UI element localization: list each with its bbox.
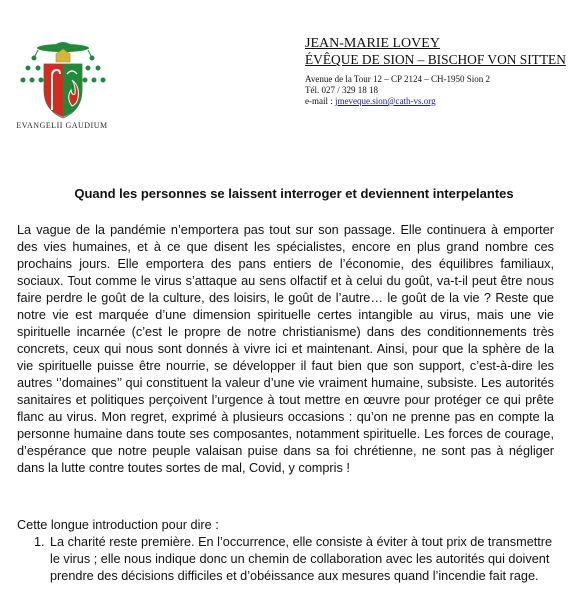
body-paragraph xyxy=(17,222,554,477)
address-line: Avenue de la Tour 12 – CP 2124 – CH-1950 Sion 2 xyxy=(305,74,490,84)
phone-line: Tél. 027 / 329 18 18 xyxy=(305,85,378,95)
list-item-text: La charité reste première. En l’occurrence, elle consiste à éviter à tout prix de transmettre le virus ; elle nous indique donc un chemin de collaboration avec les autorités qui doivent prendre des décisions difficiles et d’obéissance aux mesures quand l’incendie fait rage. xyxy=(50,535,553,583)
letterhead xyxy=(305,36,580,107)
crest-motto: EVANGELII GAUDIUM xyxy=(16,121,108,130)
episcopal-coat-of-arms xyxy=(14,24,112,132)
list-item xyxy=(17,534,557,585)
email-link[interactable]: jmeveque.sion@cath-vs.org xyxy=(335,96,436,106)
paragraph-text: La vague de la pandémie n’emportera pas tout sur son passage. Elle continuera à emporter des vies humaines, et à ce que disent les spécialistes, encore en plus grand nombre ces prochains jours. Elle emportera des pans entiers de l’économie, des équilibres familiaux, sociaux. Tout comme le virus s’attaque au sens olfactif et à celui du goût, va-t-il peut être nous faire perdre le goût de la culture, des loisirs, le goût de l’autre… le goût de la vie ? Reste que notre vie est marquée d’une dimension spirituelle certes intangible au virus, mais une vie spirituelle incarnée (c’est le propre de notre christianisme) dans des conditionnements très concrets, ceux qui nous sont donnés à vivre ici et maintenant. Ainsi, pour que la sphère de la vie spirituelle puisse être nourrie, se développer il faut bien que son support, c’est-à-dire les autres ‘’domaines’’ qui constituent la valeur d’une vie vraiment humaine, subsiste. Les autorités sanitaires et politiques perçoivent l’urgence à tout mettre en œuvre pour protéger ce qui prête flanc au virus. Mon regret, exprimé à plusieurs occasions : qu’on ne prenne pas en compte la personne humaine dans toute ses composantes, notamment spirituelle. Les forces de courage, d’espérance que notre peuple valaisan puise dans sa foi chrétienne, ne sont pas à négliger dans la lutte contre toutes sortes de mal, Covid, y compris ! xyxy=(17,223,554,475)
numbered-list xyxy=(17,534,557,585)
email-line xyxy=(305,96,580,107)
document-title: Quand les personnes se laissent interroger et deviennent interpelantes xyxy=(74,186,514,201)
list-item-number: 1. xyxy=(34,535,45,549)
tassels-left-icon xyxy=(21,50,44,83)
galero-crown-icon xyxy=(51,42,75,48)
tassels-right-icon xyxy=(83,50,106,83)
bishop-name: JEAN-MARIE LOVEY xyxy=(305,36,440,51)
email-label: e-mail : xyxy=(305,96,335,106)
intro-line: Cette longue introduction pour dire : xyxy=(17,518,219,532)
bishop-title: ÉVÊQUE DE SION – BISCHOF VON SITTEN xyxy=(305,52,566,67)
